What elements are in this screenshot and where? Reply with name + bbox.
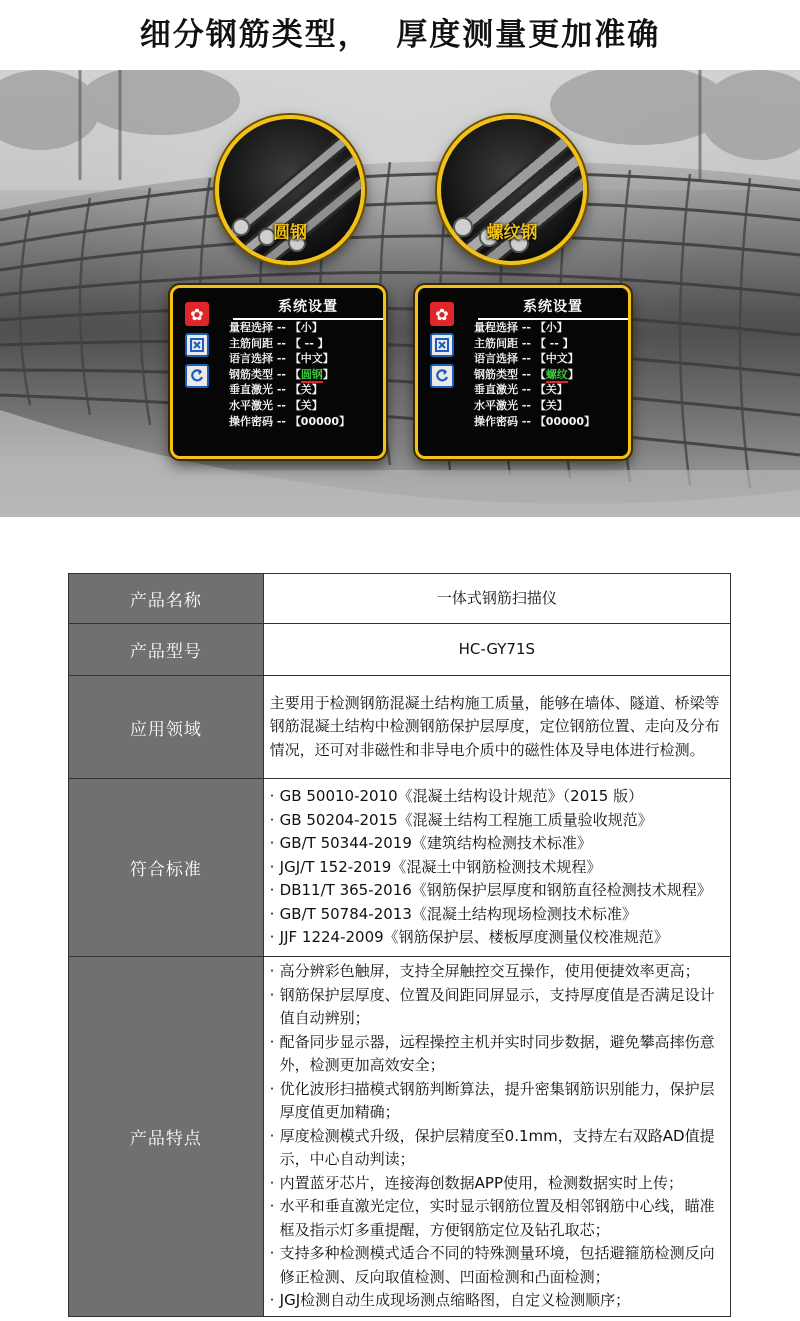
menu-item-bar-type[interactable]: 钢筋类型 -- 【圆钢】 (229, 367, 334, 381)
list-item: · JGJ检测自动生成现场测点缩略图，自定义检测顺序； (270, 1289, 724, 1313)
round-bar-closeup (215, 115, 365, 265)
settings-menu (229, 320, 350, 429)
standards-list (270, 785, 724, 950)
list-item: · JJF 1224-2009《钢筋保护层、楼板厚度测量仪校准规范》 (270, 926, 724, 950)
menu-item-horizontal-laser[interactable]: 水平激光 -- 【关】 (229, 398, 323, 412)
model-value: HC-GY71S (263, 624, 730, 676)
list-item: · 配备同步显示器，远程操控主机并实时同步数据，避免攀高摔伤意外，检测更加高效安全； (270, 1031, 724, 1078)
menu-item-language[interactable]: 语言选择 -- 【中文】 (474, 352, 579, 366)
bar-type-value: 圆钢 (300, 367, 323, 381)
settings-title: 系统设置 (233, 296, 383, 320)
standards-label: 符合标准 (69, 779, 264, 957)
menu-item-vertical-laser[interactable]: 垂直激光 -- 【关】 (229, 383, 323, 397)
features-list (270, 960, 724, 1313)
settings-title: 系统设置 (478, 296, 628, 320)
settings-screen-threaded (415, 285, 631, 459)
gear-icon[interactable]: ✿ (185, 302, 209, 326)
menu-item-vertical-laser[interactable]: 垂直激光 -- 【关】 (474, 383, 568, 397)
features-value (263, 957, 730, 1317)
list-item: · GB/T 50344-2019《建筑结构检测技术标准》 (270, 832, 724, 856)
table-row (69, 574, 731, 624)
list-item: · GB 50204-2015《混凝土结构工程施工质量验收规范》 (270, 809, 724, 833)
list-item: · 高分辨彩色触屏，支持全屏触控交互操作，使用便捷效率更高； (270, 960, 724, 984)
standards-value (263, 779, 730, 957)
name-label: 产品名称 (69, 574, 264, 624)
list-item: · GB 50010-2010《混凝土结构设计规范》（2015 版） (270, 785, 724, 809)
gear-icon[interactable]: ✿ (430, 302, 454, 326)
table-row (69, 624, 731, 676)
list-item: · 水平和垂直激光定位，实时显示钢筋位置及相邻钢筋中心线，瞄准框及指示灯多重提醒，方便钢筋定位及钻孔取芯； (270, 1195, 724, 1242)
menu-item-range[interactable]: 量程选择 -- 【小】 (229, 321, 323, 334)
bar-type-value: 螺纹 (545, 367, 568, 381)
model-label: 产品型号 (69, 624, 264, 676)
exit-icon[interactable] (430, 333, 454, 357)
back-icon[interactable] (430, 364, 454, 388)
application-label: 应用领域 (69, 676, 264, 779)
exit-icon[interactable] (185, 333, 209, 357)
list-item: · 钢筋保护层厚度、位置及间距同屏显示，支持厚度值是否满足设计值自动辨别； (270, 984, 724, 1031)
back-icon[interactable] (185, 364, 209, 388)
threaded-bar-closeup (437, 115, 587, 265)
features-label: 产品特点 (69, 957, 264, 1317)
menu-item-spacing[interactable]: 主筋间距 -- 【 -- 】 (229, 336, 329, 350)
menu-item-bar-type[interactable]: 钢筋类型 -- 【螺纹】 (474, 367, 579, 381)
round-bar-label: 圆钢 (273, 223, 307, 243)
menu-item-spacing[interactable]: 主筋间距 -- 【 -- 】 (474, 336, 574, 350)
list-item: · 优化波形扫描模式钢筋判断算法，提升密集钢筋识别能力，保护层厚度值更加精确； (270, 1078, 724, 1125)
rebar-cage-illustration (0, 70, 800, 517)
table-row (69, 957, 731, 1317)
table-row (69, 779, 731, 957)
application-value: 主要用于检测钢筋混凝土结构施工质量，能够在墙体、隧道、桥梁等钢筋混凝土结构中检测钢筋保护层厚度，定位钢筋位置、走向及分布情况，还可对非磁性和非导电介质中的磁性体及导电体进行检测。 (263, 676, 730, 779)
table-row (69, 676, 731, 779)
product-spec-table (68, 573, 731, 1317)
list-item: · 内置蓝牙芯片，连接海创数据APP使用，检测数据实时上传； (270, 1172, 724, 1196)
list-item: · GB/T 50784-2013《混凝土结构现场检测技术标准》 (270, 903, 724, 927)
threaded-bar-label: 螺纹钢 (486, 223, 538, 243)
settings-menu (474, 320, 595, 429)
menu-item-language[interactable]: 语言选择 -- 【中文】 (229, 352, 334, 366)
list-item: · 支持多种检测模式适合不同的特殊测量环境，包括避箍筋检测反向修正检测、反向取值检测、凹面检测和凸面检测； (270, 1242, 724, 1289)
settings-screen-round (170, 285, 386, 459)
page-headline: 细分钢筋类型， 厚度测量更加准确 (139, 16, 661, 53)
rebar-cage-photo (0, 70, 800, 517)
list-item: · JGJ/T 152-2019《混凝土中钢筋检测技术规程》 (270, 856, 724, 880)
list-item: · DB11/T 365-2016《钢筋保护层厚度和钢筋直径检测技术规程》 (270, 879, 724, 903)
menu-item-password[interactable]: 操作密码 -- 【00000】 (474, 414, 596, 428)
menu-item-password[interactable]: 操作密码 -- 【00000】 (229, 414, 351, 428)
menu-item-horizontal-laser[interactable]: 水平激光 -- 【关】 (474, 398, 568, 412)
menu-item-range[interactable]: 量程选择 -- 【小】 (474, 321, 568, 334)
list-item: · 厚度检测模式升级，保护层精度至0.1mm，支持左右双路AD值提示，中心自动判读； (270, 1125, 724, 1172)
name-value: 一体式钢筋扫描仪 (263, 574, 730, 624)
